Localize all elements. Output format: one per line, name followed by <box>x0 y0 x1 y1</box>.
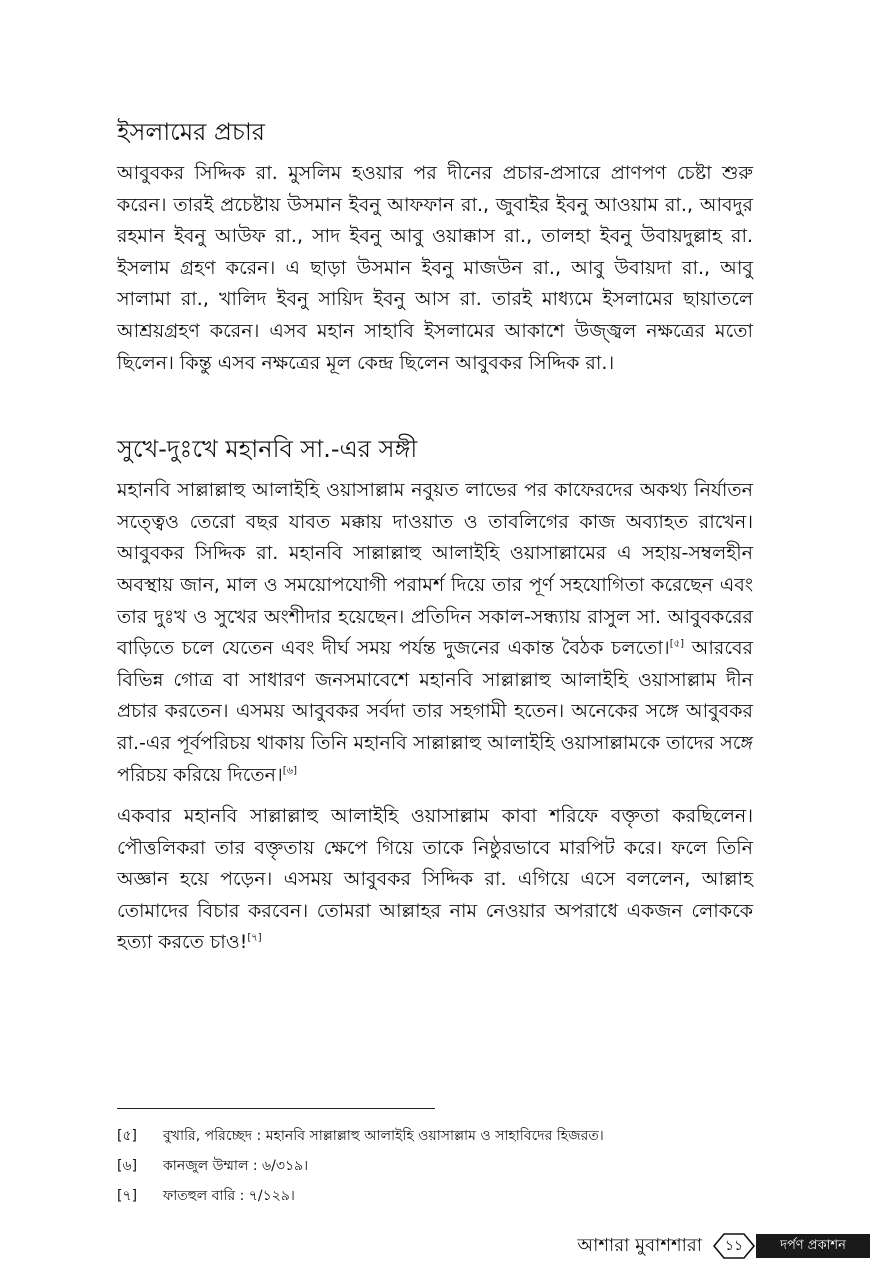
paragraph-text: একবার মহানবি সাল্লাল্লাহু আলাইহি ওয়াসাল্লাম কাবা শরিফে বক্তৃতা করছিলেন। পৌত্তলিকরা তার বক্তৃতায় ক্ষেপে গিয়ে তাকে নিষ্ঠুরভাবে মারপিট করে। ফলে তিনি অজ্ঞান হয়ে পড়েন। এসময় আবুবকর সিদ্দিক রা. এগিয়ে এসে বললেন, আল্লাহ তোমাদের বিচার করবেন। তোমরা আল্লাহর নাম নেওয়ার অপরাধে একজন লোককে হত্যা করতে চাও! <box>117 805 753 954</box>
paragraph: আবুবকর সিদ্দিক রা. মুসলিম হওয়ার পর দীনের প্রচার-প্রসারে প্রাণপণ চেষ্টা শুরু করেন। তারই প্রচেষ্টায় উসমান ইবনু আফফান রা., জুবাইর ইবনু আওয়াম রা., আবদুর রহমান ইবনু আউফ রা., সাদ ইবনু আবু ওয়াক্কাস রা., তালহা ইবনু উবায়দুল্লাহ রা. ইসলাম গ্রহণ করেন। এ ছাড়া উসমান ইবনু মাজউন রা., আবু উবায়দা রা., আবু সালামা রা., খালিদ ইবনু সায়িদ ইবনু আস রা. তারই মাধ্যমে ইসলামের ছায়াতলে আশ্রয়গ্রহণ করেন। এসব মহান সাহাবি ইসলামের আকাশে উজ্জ্বল নক্ষত্রের মতো ছিলেন। কিন্তু এসব নক্ষত্রের মূল কেন্দ্র ছিলেন আবুবকর সিদ্দিক রা.। <box>117 162 753 374</box>
footnote-ref-5[interactable]: [৫] <box>669 638 684 650</box>
footnote-number: [৫] <box>117 1128 138 1144</box>
footnote-number: [৭] <box>117 1188 138 1204</box>
footnote-item <box>117 1151 753 1181</box>
footnote-item <box>117 1181 753 1211</box>
footnote-text: ফাতহুল বারি : ৭/১২৯। <box>163 1188 295 1204</box>
page-number: ১১ <box>724 1238 744 1254</box>
publisher-logo <box>756 1234 870 1258</box>
footnote-number: [৬] <box>117 1158 138 1174</box>
footnote-ref-7[interactable]: [৭] <box>247 933 262 945</box>
footnote-text: বুখারি, পরিচ্ছেদ : মহানবি সাল্লাল্লাহু আলাইহি ওয়াসাল্লাম ও সাহাবিদের হিজরত। <box>163 1128 604 1144</box>
publisher-name: দর্পণ প্রকাশন <box>780 1237 846 1253</box>
paragraph-text: আরবের বিভিন্ন গোত্র বা সাধারণ জনসমাবেশে মহানবি সাল্লাল্লাহু আলাইহি ওয়াসাল্লাম দীন প্রচার করতেন। এসময় আবুবকর সর্বদা তার সহগামী হতেন। অনেকের সঙ্গে আবুবকর রা.-এর পূর্বপরিচয় থাকায় তিনি মহানবি সাল্লাল্লাহু আলাইহি ওয়াসাল্লামকে তাদের সঙ্গে পরিচয় করিয়ে দিতেন। <box>117 637 753 786</box>
section-heading: সুখে-দুঃখে মহানবি সা.-এর সঙ্গী <box>117 435 418 464</box>
main-content <box>117 116 753 959</box>
paragraph <box>117 801 753 959</box>
page-footer <box>0 1226 870 1266</box>
section-islam-propagation <box>117 116 753 379</box>
book-title: আশারা মুবাশশারা <box>577 1235 702 1256</box>
footnote-text: কানজুল উম্মাল : ৬/৩১৯। <box>163 1158 309 1174</box>
section-companion <box>117 433 753 959</box>
footnote-ref-6[interactable]: [৬] <box>282 765 298 777</box>
page-number-badge <box>712 1232 756 1260</box>
paragraph <box>117 475 753 791</box>
paragraph-text: মহানবি সাল্লাল্লাহু আলাইহি ওয়াসাল্লাম নবুয়ত লাভের পর কাফেরদের অকথ্য নির্যাতন সত্ত্বেও তেরো বছর যাবত মক্কায় দাওয়াত ও তাবলিগের কাজ অব্যাহত রাখেন। আবুবকর সিদ্দিক রা. মহানবি সাল্লাল্লাহু আলাইহি ওয়াসাল্লামের এ সহায়-সম্বলহীন অবস্থায় জান, মাল ও সময়োপযোগী পরামর্শ দিয়ে তার পূর্ণ সহযোগিতা করেছেন এবং তার দুঃখ ও সুখের অংশীদার হয়েছেন। প্রতিদিন সকাল-সন্ধ্যায় রাসুল সা. আবুবকরের বাড়িতে চলে যেতেন এবং দীর্ঘ সময় পর্যন্ত দুজনের একান্ত বৈঠক চলতো। <box>117 479 753 660</box>
footnotes <box>117 1121 753 1211</box>
footnote-item <box>117 1121 753 1151</box>
section-heading: ইসলামের প্রচার <box>117 118 266 146</box>
footnote-divider <box>117 1108 435 1109</box>
